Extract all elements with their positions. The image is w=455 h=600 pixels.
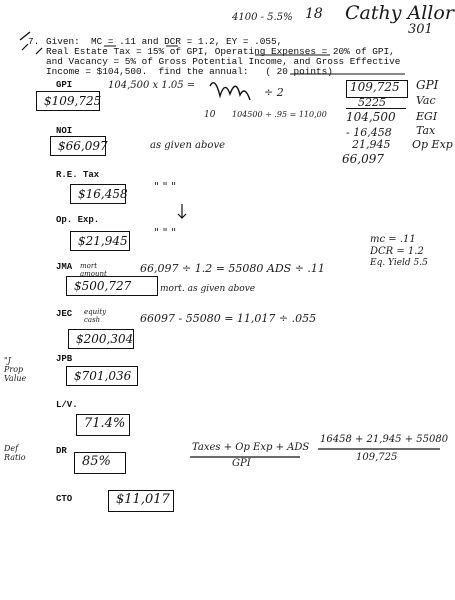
gpi-alt: 104500 ÷ .95 = 110,00 xyxy=(232,110,327,119)
dr-formula-numerator: Taxes + Op Exp + ADS xyxy=(192,442,310,453)
noi-note: as given above xyxy=(150,140,226,151)
jec-answer-box xyxy=(68,329,134,349)
problem-line-3: and Vacancy = 5% of Gross Potential Income, and Gross Effective xyxy=(46,56,401,67)
label-noi: NOI xyxy=(56,126,73,136)
gpi-answer-box xyxy=(36,91,100,111)
label-dr: DR xyxy=(56,446,67,456)
noi-answer: $66,097 xyxy=(58,139,108,153)
student-name: Cathy Allor xyxy=(345,2,454,24)
side-opexp-value: 21,945 xyxy=(352,138,391,151)
op-exp-answer-box xyxy=(70,231,130,251)
label-cto: CTO xyxy=(56,494,73,504)
dr-formula-denominator: GPI xyxy=(232,458,251,469)
side-gpi-value: 109,725 xyxy=(350,80,400,94)
jec-answer: $200,304 xyxy=(76,332,134,346)
side-opexp-tag: Op Exp xyxy=(412,138,453,151)
problem-number: 7. xyxy=(28,36,40,47)
jpb-answer: $701,036 xyxy=(74,369,132,383)
side-vac-value: 5225 xyxy=(358,96,386,109)
label-jma: JMA xyxy=(56,262,73,272)
label-re-tax: R.E. Tax xyxy=(56,170,100,180)
dr-calc-denominator: 109,725 xyxy=(356,452,398,463)
left-note-jpb: "J Prop Value xyxy=(4,356,27,383)
jma-after: mort. as given above xyxy=(160,284,256,294)
label-jec: JEC xyxy=(56,309,73,319)
re-tax-answer-box xyxy=(70,184,126,204)
problem-line-1: Given: MC = .11 and DCR = 1.2, EY = .055, xyxy=(46,36,283,47)
jpb-answer-box xyxy=(66,366,138,386)
dr-answer-box xyxy=(74,452,126,474)
side-tax-value: - 16,458 xyxy=(346,126,392,139)
jma-calc: 66,097 ÷ 1.2 = 55080 ADS ÷ .11 xyxy=(140,262,325,275)
jec-calc: 66097 - 55080 = 11,017 ÷ .055 xyxy=(140,312,317,325)
dr-calc-numerator: 16458 + 21,945 + 55080 xyxy=(320,434,449,445)
gpi-answer: $109,725 xyxy=(44,94,102,108)
problem-line-2: Real Estate Tax = 15% of GPI, Operating Expenses = 20% of GPI, xyxy=(46,46,395,57)
noi-answer-box xyxy=(50,136,106,156)
jma-answer: $500,727 xyxy=(74,279,132,293)
problem-line-4: Income = $104,500. find the annual: ( 20 points) xyxy=(46,66,333,77)
lv-answer: 71.4% xyxy=(84,416,126,431)
side-rule xyxy=(346,108,406,109)
side-vac-tag: Vac xyxy=(416,94,436,107)
label-lv: L/V. xyxy=(56,400,78,410)
left-note-dr: Def Ratio xyxy=(4,444,26,462)
given-mc: mc = .11 xyxy=(370,234,416,245)
gpi-ten: 10 xyxy=(204,110,216,120)
given-dcr: DCR = 1.2 xyxy=(370,246,424,257)
side-egi-tag: EGI xyxy=(416,110,438,123)
dr-answer: 85% xyxy=(82,454,111,469)
label-jpb: JPB xyxy=(56,354,73,364)
score: 18 xyxy=(305,6,323,22)
label-op-exp: Op. Exp. xyxy=(56,215,100,225)
side-tax-tag: Tax xyxy=(416,124,436,137)
jec-note-above: equity cash xyxy=(84,308,107,324)
gpi-div: ÷ 2 xyxy=(264,86,284,99)
op-exp-answer: $21,945 xyxy=(78,234,128,248)
cto-answer-box xyxy=(108,490,174,512)
jma-answer-box xyxy=(66,276,158,296)
op-exp-ditto: " " " xyxy=(154,226,177,239)
top-note: 4100 - 5.5% xyxy=(232,12,293,23)
jma-note-above: mort amount xyxy=(80,262,107,278)
side-gpi-tag: GPI xyxy=(416,78,439,92)
re-tax-ditto: " " " xyxy=(154,180,177,193)
gpi-calc: 104,500 x 1.05 = xyxy=(108,80,196,91)
course-number: 301 xyxy=(408,22,433,37)
side-egi-value: 104,500 xyxy=(346,110,396,124)
re-tax-answer: $16,458 xyxy=(78,187,128,201)
side-noi-value: 66,097 xyxy=(342,152,384,166)
lv-answer-box xyxy=(76,414,130,436)
label-gpi: GPI xyxy=(56,80,73,90)
given-ey: Eq. Yield 5.5 xyxy=(370,258,428,268)
cto-answer: $11,017 xyxy=(116,492,170,507)
